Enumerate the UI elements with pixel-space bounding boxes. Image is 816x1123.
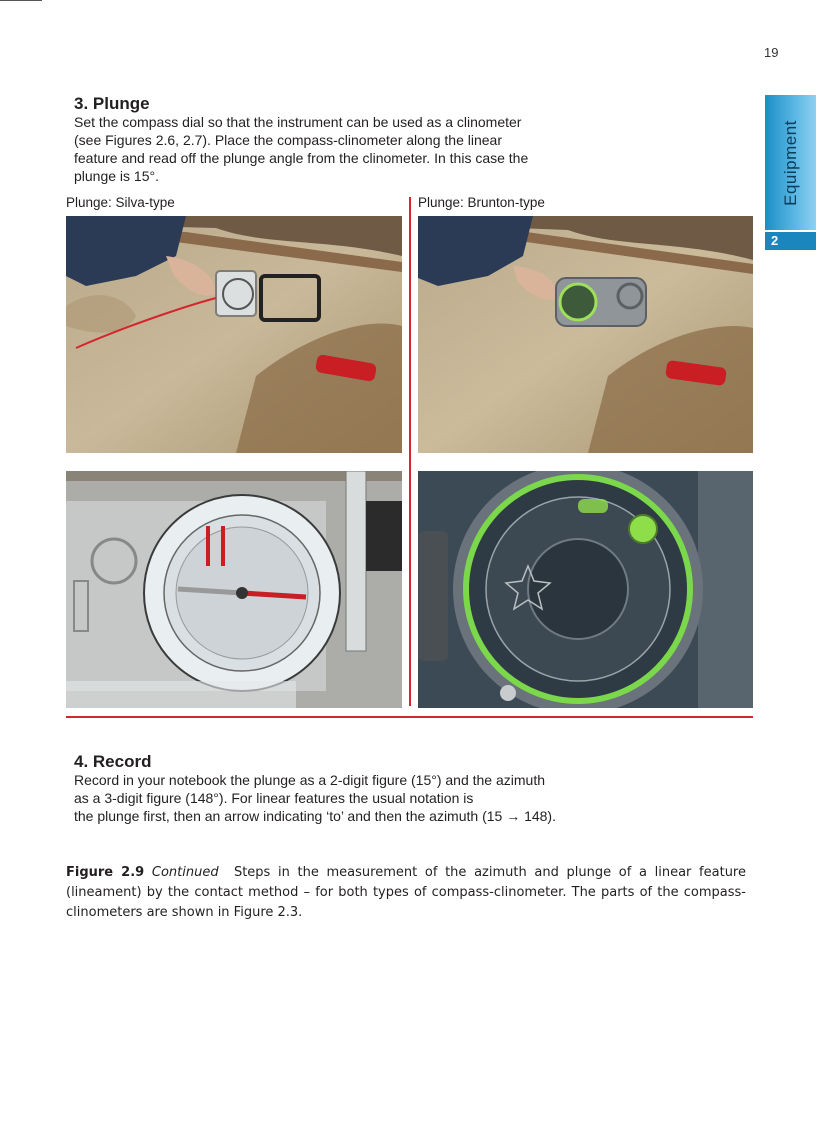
page-number: 19: [764, 45, 779, 60]
figure-number: Figure 2.9: [66, 865, 145, 880]
figure-continued: Continued: [151, 865, 219, 880]
panel-divider-vertical: [409, 197, 411, 706]
figure-caption-text: Steps in the measurement of the azimuth and plunge of a linear feature (lineament) by the contact method – for both types of compass-clinometer. The parts of the compass-clinometers are shown in Figure 2.3.: [66, 865, 746, 920]
section-4-line: as a 3-digit figure (148°). For linear features the usual notation is: [74, 790, 474, 806]
section-4-line: the plunge first, then an arrow indicating ‘to’ and then the azimuth (15 → 148).: [74, 808, 556, 824]
chapter-number: 2: [771, 233, 779, 248]
section-3-text: [74, 113, 528, 185]
section-4-text: [74, 771, 556, 825]
section-3-line: plunge is 15°.: [74, 168, 159, 184]
figure-caption: [66, 863, 746, 923]
silva-plunge-photo: [66, 216, 402, 453]
brunton-closeup-photo: [418, 471, 753, 708]
silva-panel-label: Plunge: Silva-type: [66, 195, 175, 210]
panel-divider-horizontal: [66, 716, 753, 718]
chapter-number-box: [765, 232, 816, 250]
brunton-panel-label: Plunge: Brunton-type: [418, 195, 545, 210]
section-3-line: feature and read off the plunge angle from the clinometer. In this case the: [74, 150, 529, 166]
chapter-side-tab: [765, 95, 816, 230]
side-tab-label: Equipment: [780, 119, 800, 206]
section-4-line: Record in your notebook the plunge as a 2-digit figure (15°) and the azimuth: [74, 772, 545, 788]
section-4-heading: 4. Record: [74, 752, 152, 771]
section-3-heading: 3. Plunge: [74, 94, 150, 113]
top-rule: [0, 0, 42, 1]
section-3-line: (see Figures 2.6, 2.7). Place the compass-clinometer along the linear: [74, 132, 502, 148]
silva-closeup-photo: [66, 471, 402, 708]
brunton-plunge-photo: [418, 216, 753, 453]
section-3-line: Set the compass dial so that the instrument can be used as a clinometer: [74, 114, 522, 130]
